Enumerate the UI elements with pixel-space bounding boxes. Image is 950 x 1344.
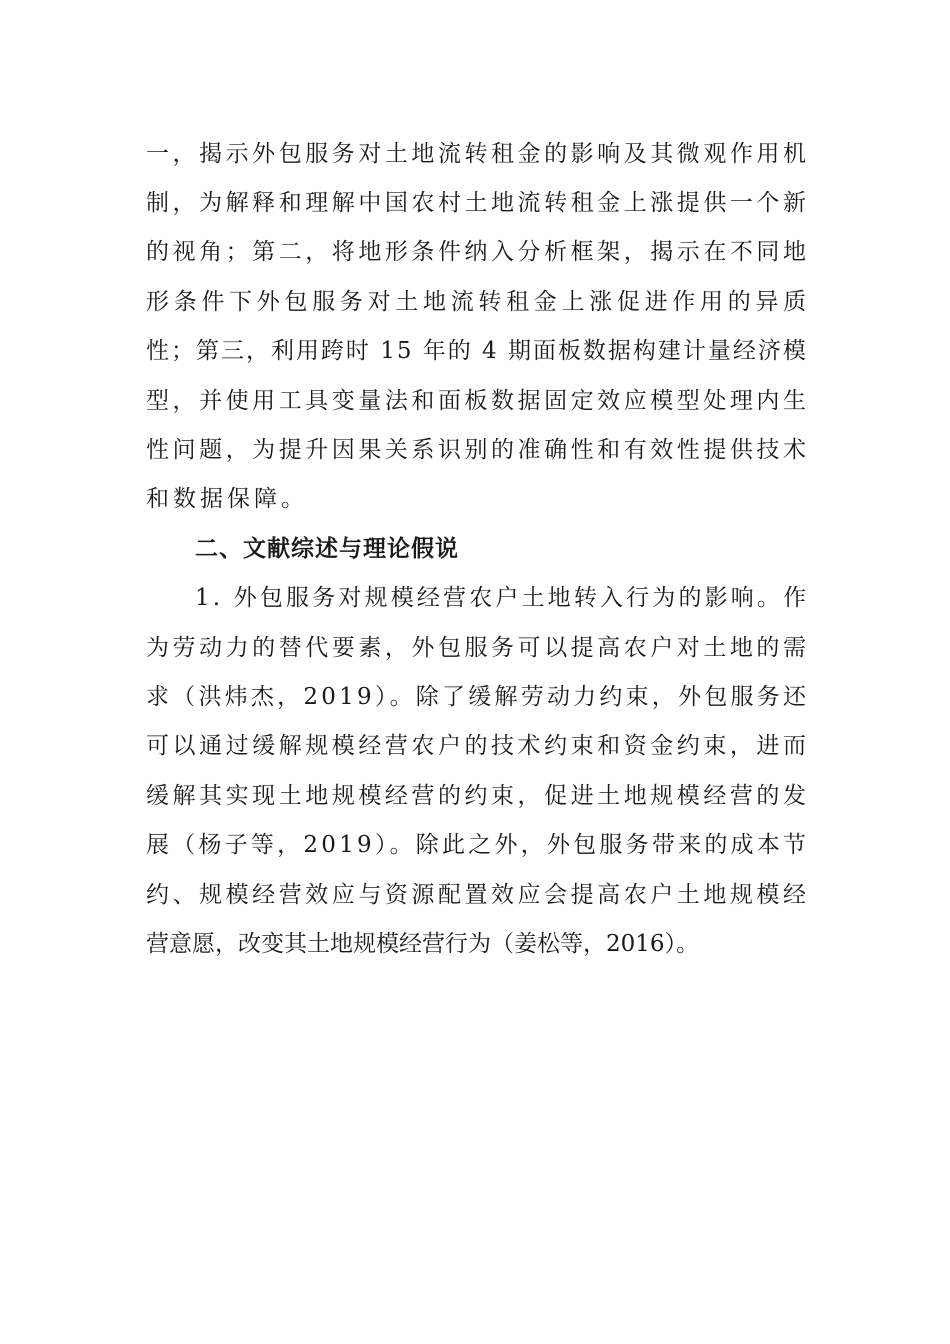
- paragraph-2-line-1: 1. 外包服务对规模经营农户土地转入行为的影响。作: [195, 585, 810, 611]
- paragraph-1-line-8: 和数据保障。: [146, 486, 308, 512]
- paragraph-1-line-6: 型，并使用工具变量法和面板数据固定效应模型处理内生: [146, 388, 810, 414]
- paragraph-1-line-2: 制，为解释和理解中国农村土地流转租金上涨提供一个新: [146, 190, 810, 216]
- paragraph-1-line-5: 性；第三，利用跨时 15 年的 4 期面板数据构建计量经济模: [146, 338, 808, 364]
- paragraph-2-line-3: 求（洪炜杰，2019）。除了缓解劳动力约束，外包服务还: [146, 684, 810, 710]
- paragraph-2-line-8: 营意愿，改变其土地规模经营行为（姜松等，2016）。: [146, 931, 700, 957]
- paragraph-2-line-5: 缓解其实现土地规模经营的约束，促进土地规模经营的发: [146, 783, 810, 809]
- paragraph-1-line-1: 一，揭示外包服务对土地流转租金的影响及其微观作用机: [146, 141, 810, 167]
- section-heading: 二、文献综述与理论假说: [195, 536, 459, 562]
- paragraph-2-line-4: 可以通过缓解规模经营农户的技术约束和资金约束，进而: [146, 733, 810, 759]
- paragraph-1-line-7: 性问题，为提升因果关系识别的准确性和有效性提供技术: [146, 437, 810, 463]
- paragraph-2-line-2: 为劳动力的替代要素，外包服务可以提高农户对土地的需: [146, 635, 810, 661]
- paragraph-2-line-6: 展（杨子等，2019）。除此之外，外包服务带来的成本节: [146, 832, 810, 858]
- paragraph-2-line-7: 约、规模经营效应与资源配置效应会提高农户土地规模经: [146, 882, 810, 908]
- paragraph-1-line-3: 的视角；第二，将地形条件纳入分析框架，揭示在不同地: [146, 239, 810, 265]
- paragraph-1-line-4: 形条件下外包服务对土地流转租金上涨促进作用的异质: [146, 289, 811, 315]
